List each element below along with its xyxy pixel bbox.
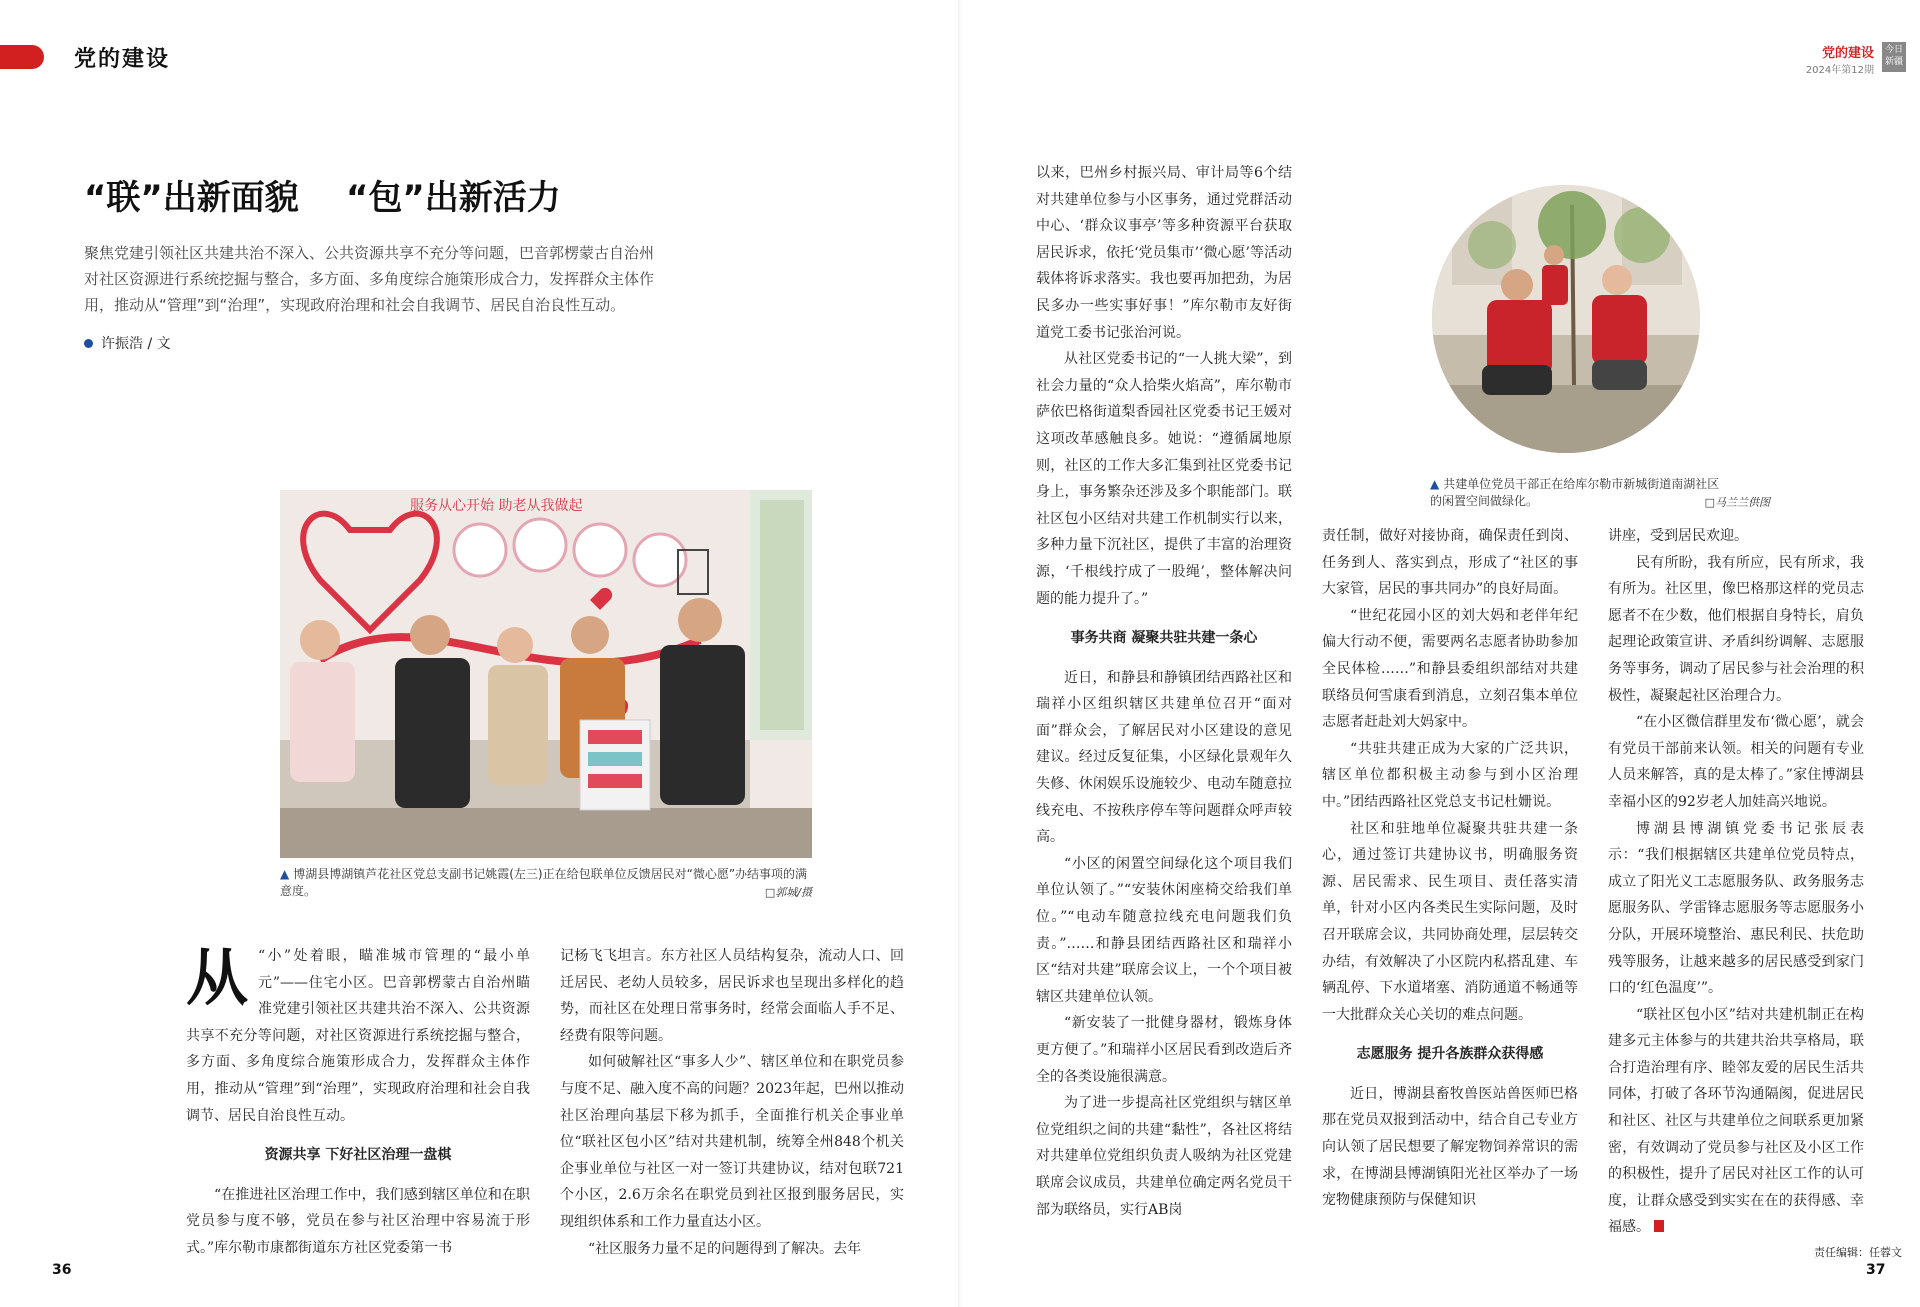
header-right: [1805, 42, 1903, 76]
col5-paragraph-5-text: “联社区包小区”结对共建机制正在构建多元主体参与的共建共治共享格局，联合打造治理有序、睦邻友爱的居民生活共同体，打破了各环节沟通隔阂，促进居民和社区、社区与共建单位之间联系更加紧密，有效调动了党员参与社区及小区工作的积极性，提升了居民对社区工作的认可度，让群众感受到实实在在的获得感、幸福感。: [1608, 1006, 1864, 1236]
col1-paragraph-2: “在推进社区治理工作中，我们感到辖区单位和在职党员参与度不够，党员在参与社区治理中容易流于形式。”库尔勒市康都街道东方社区党委第一书: [186, 1186, 530, 1256]
col3-paragraph-2: 从社区党委书记的“一人挑大梁”，到社会力量的“众人拾柴火焰高”，库尔勒市萨依巴格街道梨香园社区党委书记王媛对这项改革感触良多。她说：“遵循属地原则，社区的工作大多汇集到社区党委书记身上，事务繁杂还涉及多个职能部门。联社区包小区结对共建工作机制实行以来，多种力量下沉社区，提供了丰富的治理资源，‘千根线拧成了一股绳’，整体解决问题的能力提升了。”: [1036, 351, 1292, 607]
photo-meeting-illustration: [280, 490, 812, 858]
article-end-mark-icon: [1654, 1220, 1664, 1232]
col1-paragraph-1: “小”处着眼，瞄准城市管理的“最小单元”——住宅小区。巴音郭楞蒙古自治州瞄准党建引领社区共建共治不深入、公共资源共享不充分等问题，对社区资源进行系统挖掘与整合，多方面、多角度综合施策形成合力，发挥群众主体作用，推动从“管理”到“治理”，实现政府治理和社会自我调节、居民自治良性互动。: [186, 948, 530, 1124]
article-title: “联”出新面貌 “包”出新活力: [84, 178, 561, 218]
author-dot-icon: [84, 339, 93, 348]
col3-paragraph-1: 以来，巴州乡村振兴局、审计局等6个结对共建单位参与小区事务，通过党群活动中心、‘群众议事亭’等多种资源平台获取居民诉求，依托‘党员集市’‘微心愿’等活动载体将诉求落实。我也要再加把劲，为居民多办一些实事好事！”库尔勒市友好街道党工委书记张治河说。: [1036, 165, 1292, 341]
issue-label: 2024年第12期: [1805, 65, 1874, 76]
magazine-badge: 今日 新疆: [1882, 42, 1906, 72]
page-spine: [958, 0, 962, 1307]
article-author: [84, 333, 171, 353]
author-name: 许振浩 / 文: [101, 336, 171, 352]
dropcap: 从: [186, 941, 249, 1014]
photo-meeting-credit: □郭城/摄: [764, 886, 812, 899]
photo-greening-caption-text: 共建单位党员干部正在给库尔勒市新城街道南湖社区的闲置空间做绿化。: [1430, 477, 1720, 508]
photo-greening-credit: □马兰兰供图: [1704, 496, 1770, 509]
col2-paragraph-2: 如何破解社区“事多人少”、辖区单位和在职党员参与度不足、融入度不高的问题？2023年起，巴州以推动社区治理向基层下移为抓手，全面推行机关企事业单位“联社区包小区”结对共建机制，统筹全州848个机关企事业单位与社区一对一签订共建协议，结对包联721个小区，2.6万余名在职党员到社区报到服务居民，实现组织体系和工作力量直达小区。: [560, 1054, 904, 1230]
col4-paragraph-5: 近日，博湖县畜牧兽医站兽医师巴格那在党员双报到活动中，结合自己专业方向认领了居民想要了解宠物饲养常识的需求，在博湖县博湖镇阳光社区举办了一场宠物健康预防与保健知识: [1322, 1085, 1578, 1209]
col4-paragraph-1: 责任制，做好对接协商，确保责任到岗、任务到人、落实到点，形成了“社区的事大家管，居民的事共同办”的良好局面。: [1322, 528, 1578, 598]
col4-paragraph-3: “共驻共建正成为大家的广泛共识，辖区单位都积极主动参与到小区治理中。”团结西路社区党总支书记杜姗说。: [1322, 740, 1578, 810]
col5-paragraph-4: 博湖县博湖镇党委书记张辰表示：“我们根据辖区共建单位党员特点，成立了阳光义工志愿服务队、政务服务志愿服务队、学雷锋志愿服务等志愿服务小分队，开展环境整治、惠民利民、扶危助残等服务，让越来越多的居民感受到家门口的‘红色温度’”。: [1608, 820, 1864, 997]
subhead-affairs-consultation: 事务共商 凝聚共驻共建一条心: [1070, 630, 1258, 647]
col3-paragraph-6: 为了进一步提高社区党组织与辖区单位党组织之间的共建“黏性”，各社区将结对共建单位党组织负责人吸纳为社区党建联席会议成员，共建单位确定两名党员干部为联络员，实行AB岗: [1036, 1095, 1292, 1218]
col3-paragraph-5: “新安装了一批健身器材，锻炼身体更方便了。”和瑞祥小区居民看到改造后齐全的各类设施很满意。: [1036, 1015, 1292, 1085]
photo-greening: [1432, 185, 1700, 453]
col3-paragraph-3: 近日，和静县和静镇团结西路社区和瑞祥小区组织辖区共建单位召开“面对面”群众会，了解居民对小区建设的意见建议。经过反复征集，小区绿化景观年久失修、休闲娱乐设施较少、电动车随意拉线充电、不按秩序停车等问题群众呼声较高。: [1036, 669, 1292, 846]
subhead-resource-sharing: 资源共享 下好社区治理一盘棋: [264, 1147, 452, 1164]
photo-meeting-wall-text: 服务从心开始 助老从我做起: [410, 498, 583, 514]
responsible-editor: 责任编辑：任蓉文: [1814, 1246, 1902, 1259]
section-tab-marker: [0, 45, 44, 69]
column-5: [1608, 523, 1864, 1241]
col4-paragraph-2: “世纪花园小区的刘大妈和老伴年纪偏大行动不便，需要两名志愿者协助参加全民体检……”和静县委组织部结对共建联络员何雪康看到消息，立刻召集本单位志愿者赶赴刘大妈家中。: [1322, 607, 1578, 731]
col5-paragraph-3: “在小区微信群里发布‘微心愿’，就会有党员干部前来认领。相关的问题有专业人员来解答，真的是太棒了。”家住博湖县幸福小区的92岁老人加娃高兴地说。: [1608, 714, 1864, 810]
col5-paragraph-2: 民有所盼，我有所应，民有所求，我有所为。社区里，像巴格那这样的党员志愿者不在少数，他们根据自身特长，肩负起理论政策宣讲、矛盾纠纷调解、志愿服务等事务，调动了居民参与社会治理的积极性，凝聚起社区治理合力。: [1608, 554, 1864, 704]
col2-paragraph-1: 记杨飞飞坦言。东方社区人员结构复杂，流动人口、回迁居民、老幼人员较多，居民诉求也呈现出多样化的趋势，而社区在处理日常事务时，经常会面临人手不足、经费有限等问题。: [560, 948, 904, 1044]
caption-triangle-icon: ▲: [280, 867, 290, 881]
subhead-volunteer-service: 志愿服务 提升各族群众获得感: [1356, 1046, 1544, 1063]
article-lead: 聚焦党建引领社区共建共治不深入、公共资源共享不充分等问题，巴音郭楞蒙古自治州对社区资源进行系统挖掘与整合，多方面、多角度综合施策形成合力，发挥群众主体作用，推动从“管理”到“治理”，实现政府治理和社会自我调节、居民自治良性互动。: [84, 244, 655, 314]
col5-paragraph-5: [1608, 1002, 1864, 1241]
col3-paragraph-4: “小区的闲置空间绿化这个项目我们单位认领了。”“安装休闲座椅交给我们单位。”“电动车随意拉线充电问题我们负责。”……和静县团结西路社区和瑞祥小区“结对共建”联席会议上，一个个项目被辖区共建单位认领。: [1036, 855, 1292, 1005]
column-2: [560, 943, 904, 1262]
caption-triangle-icon: ▲: [1430, 477, 1440, 491]
section-label-left: 党的建设: [74, 46, 171, 72]
column-1: [186, 943, 530, 1262]
col4-paragraph-4: 社区和驻地单位凝聚共驻共建一条心，通过签订共建协议书，明确服务资源、居民需求、民生项目、责任落实清单，针对小区内各类民生实际问题，及时召开联席会议，共同协商处理，层层转交办结，有效解决了小区院内私搭乱建、车辆乱停、下水道堵塞、消防通道不畅通等一大批群众关心关切的难点问题。: [1322, 820, 1578, 1023]
col5-paragraph-1: 讲座，受到居民欢迎。: [1608, 528, 1748, 544]
photo-meeting: [280, 490, 812, 858]
section-label-right: 党的建设: [1821, 46, 1874, 61]
col2-paragraph-3: “社区服务力量不足的问题得到了解决。去年: [588, 1240, 862, 1257]
page-number-right: 37: [1866, 1262, 1886, 1278]
column-4: [1322, 523, 1578, 1214]
photo-greening-illustration: [1432, 185, 1700, 453]
page-number-left: 36: [52, 1262, 72, 1278]
photo-meeting-caption-text: 博湖县博湖镇芦花社区党总支副书记姚霞(左三)正在给包联单位反馈居民对“微心愿”办结事项的满意度。: [280, 867, 808, 898]
column-3: [1036, 160, 1292, 1223]
